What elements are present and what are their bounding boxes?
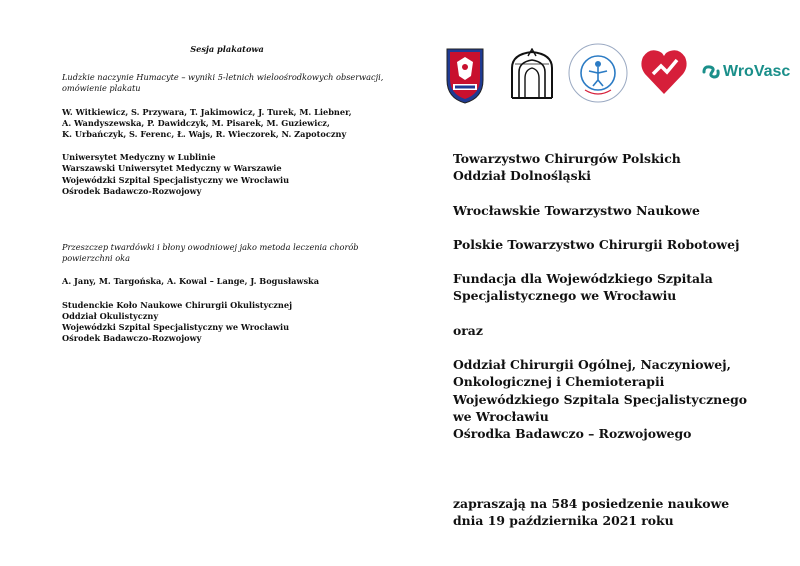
entry-affiliation: Studenckie Koło Naukowe Chirurgii Okulistycznej: [62, 299, 293, 310]
org-line: Fundacja dla Wojewódzkiego Szpitala: [453, 271, 713, 287]
org-line: Oddział Chirurgii Ogólnej, Naczyniowej,: [453, 357, 731, 373]
org-line: Wrocławskie Towarzystwo Naukowe: [453, 202, 700, 218]
poster-session-heading: Sesja plakatowa: [190, 44, 264, 54]
entry-title-line: Przeszczep twardówki i błony owodniowej jako metoda leczenia chorób: [62, 242, 359, 253]
entry-affiliation: Oddział Okulistyczny: [62, 310, 159, 321]
entry-author-line: A. Wandyszewska, P. Dawidczyk, M. Pisarek, M. Guziewicz,: [62, 117, 330, 128]
org-line: we Wrocławiu: [453, 408, 549, 424]
invitation-date-line: dnia 19 października 2021 roku: [453, 512, 674, 528]
entry-author-line: W. Witkiewicz, S. Przywara, T. Jakimowicz, J. Turek, M. Liebner,: [62, 106, 352, 117]
logo-strip: [445, 42, 790, 112]
org-line: Wojewódzkiego Szpitala Specjalistycznego: [453, 391, 748, 407]
university-crest-logo: [445, 46, 485, 104]
org-line: Towarzystwo Chirurgów Polskich: [453, 151, 681, 166]
robotic-surgery-society-logo: [567, 42, 629, 104]
poster-entry-1: [62, 72, 392, 197]
entry-affiliation: Uniwersytet Medyczny w Lublinie: [62, 152, 216, 163]
wroclaw-gate-logo: [509, 48, 555, 100]
entry-author-line: A. Jany, M. Targońska, A. Kowal – Lange, J. Bogusławska: [62, 276, 320, 287]
oraz-text: oraz: [453, 322, 483, 338]
org-line: Specjalistycznego we Wrocławiu: [453, 288, 677, 304]
wrovasc-logo: [701, 60, 790, 84]
poster-session-column: [62, 44, 392, 344]
org-line: Onkologicznej i Chemioterapii: [453, 374, 665, 390]
entry-affiliation: Warszawski Uniwersytet Medyczny w Warszawie: [62, 163, 282, 174]
entry-title-line: powierzchni oka: [62, 253, 130, 264]
heart-logo: [639, 44, 689, 98]
entry-title-line: Ludzkie naczynie Humacyte – wyniki 5-letnich wieloośrodkowych obserwacji,: [62, 72, 384, 83]
poster-entry-2: [62, 242, 392, 344]
org-line: Ośrodka Badawczo – Rozwojowego: [453, 426, 692, 442]
wrovasc-swirl-icon: [701, 64, 721, 80]
entry-affiliation: Ośrodek Badawczo-Rozwojowy: [62, 333, 202, 344]
org-line: Oddział Dolnośląski: [453, 168, 591, 184]
invitation-line: zapraszają na 584 posiedzenie naukowe: [453, 495, 730, 511]
invitation-column: [453, 150, 783, 529]
entry-affiliation: Wojewódzki Szpital Specjalistyczny we Wrocławiu: [62, 322, 290, 333]
wrovasc-logo-text: WroVasc: [723, 63, 791, 80]
entry-affiliation: Wojewódzki Szpital Specjalistyczny we Wrocławiu: [62, 174, 290, 185]
entry-author-line: K. Urbańczyk, S. Ferenc, Ł. Wajs, R. Wieczorek, N. Zapotoczny: [62, 129, 347, 140]
entry-title-line: omówienie plakatu: [62, 83, 141, 94]
org-line: Polskie Towarzystwo Chirurgii Robotowej: [453, 236, 740, 252]
entry-affiliation: Ośrodek Badawczo-Rozwojowy: [62, 185, 202, 196]
